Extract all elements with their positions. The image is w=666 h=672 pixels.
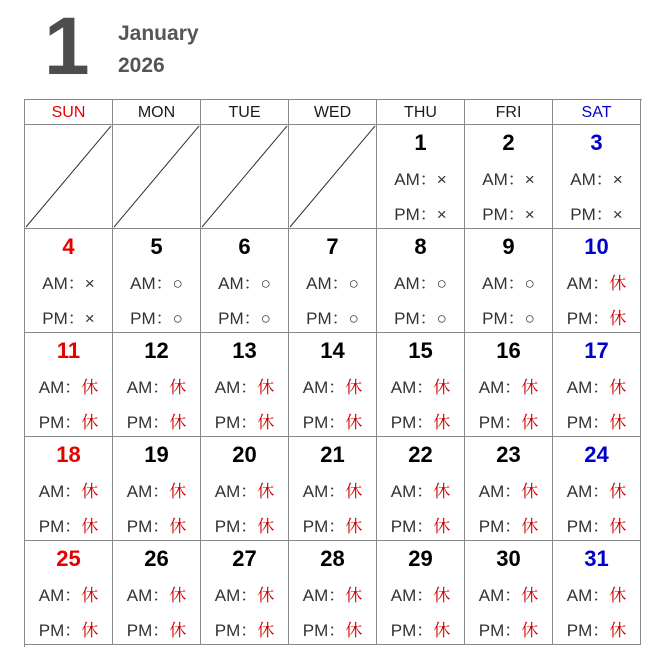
pm-label: PM： <box>482 205 525 224</box>
am-status <box>377 373 464 398</box>
pm-status <box>289 512 376 537</box>
am-value: × <box>84 274 95 293</box>
am-value: × <box>436 170 447 189</box>
pm-status <box>113 304 200 329</box>
day-number: 8 <box>414 234 427 259</box>
am-status <box>113 477 200 502</box>
am-label: AM： <box>394 274 437 293</box>
pm-status <box>377 616 464 641</box>
pm-value: 休 <box>257 413 275 432</box>
pm-status <box>465 200 552 225</box>
pm-label: PM： <box>42 309 85 328</box>
day-number: 18 <box>56 442 81 467</box>
am-label: AM： <box>478 378 522 397</box>
day-cell-sat <box>553 437 641 541</box>
pm-status <box>465 408 552 433</box>
am-label: AM： <box>390 482 434 501</box>
day-cell-wed <box>289 333 377 437</box>
am-label: AM： <box>570 170 613 189</box>
pm-status <box>25 304 112 329</box>
pm-label: PM： <box>566 309 610 328</box>
am-status <box>201 269 288 294</box>
diagonal-slash-icon <box>289 125 376 228</box>
day-cell-sun <box>25 541 113 645</box>
pm-value: 休 <box>345 413 363 432</box>
am-value: 休 <box>521 378 539 397</box>
day-cell-thu <box>377 125 465 229</box>
am-label: AM： <box>394 170 437 189</box>
day-number: 26 <box>144 546 169 571</box>
am-status <box>465 373 552 398</box>
day-number: 23 <box>496 442 521 467</box>
empty-day-cell <box>113 125 201 229</box>
day-number: 2 <box>502 130 515 155</box>
am-value: 休 <box>257 482 275 501</box>
day-cell-thu <box>377 229 465 333</box>
pm-status <box>289 408 376 433</box>
pm-status <box>465 616 552 641</box>
pm-label: PM： <box>218 309 261 328</box>
pm-status <box>113 616 200 641</box>
day-number: 7 <box>326 234 339 259</box>
pm-label: PM： <box>214 413 258 432</box>
day-number: 30 <box>496 546 521 571</box>
am-value: ○ <box>524 274 535 293</box>
day-cell-sun <box>25 333 113 437</box>
am-status <box>465 165 552 190</box>
pm-label: PM： <box>482 309 525 328</box>
am-value: 休 <box>345 378 363 397</box>
pm-label: PM： <box>570 205 613 224</box>
pm-label: PM： <box>126 517 170 536</box>
pm-label: PM： <box>394 309 437 328</box>
day-number: 14 <box>320 338 345 363</box>
day-cell-wed <box>289 229 377 333</box>
pm-value: × <box>524 205 535 224</box>
am-status <box>201 477 288 502</box>
pm-status <box>553 616 640 641</box>
am-value: 休 <box>257 586 275 605</box>
pm-value: 休 <box>345 621 363 640</box>
pm-value: ○ <box>172 309 183 328</box>
pm-value: 休 <box>345 517 363 536</box>
am-label: AM： <box>126 378 170 397</box>
am-value: ○ <box>436 274 447 293</box>
pm-label: PM： <box>214 517 258 536</box>
pm-label: PM： <box>302 413 346 432</box>
pm-label: PM： <box>126 621 170 640</box>
weekday-fri: FRI <box>465 100 553 125</box>
day-number: 17 <box>584 338 609 363</box>
pm-value: 休 <box>521 413 539 432</box>
am-status <box>25 269 112 294</box>
day-cell-mon <box>113 229 201 333</box>
pm-value: 休 <box>521 517 539 536</box>
empty-day-cell <box>201 125 289 229</box>
pm-status <box>25 616 112 641</box>
day-cell-thu <box>377 437 465 541</box>
am-label: AM： <box>302 482 346 501</box>
pm-status <box>201 616 288 641</box>
day-cell-mon <box>113 333 201 437</box>
am-status <box>553 165 640 190</box>
pm-status <box>553 408 640 433</box>
am-value: 休 <box>81 378 99 397</box>
am-status <box>113 373 200 398</box>
calendar-week-row <box>25 437 642 541</box>
pm-status <box>377 200 464 225</box>
pm-status <box>377 304 464 329</box>
am-label: AM： <box>214 482 258 501</box>
day-cell-tue <box>201 333 289 437</box>
pm-label: PM： <box>566 413 610 432</box>
am-value: 休 <box>609 482 627 501</box>
day-number: 1 <box>414 130 427 155</box>
am-status <box>377 581 464 606</box>
diagonal-slash-icon <box>201 125 288 228</box>
am-status <box>553 477 640 502</box>
am-value: 休 <box>169 482 187 501</box>
am-value: 休 <box>169 378 187 397</box>
day-cell-sat <box>553 333 641 437</box>
weekday-mon: MON <box>113 100 201 125</box>
pm-value: ○ <box>436 309 447 328</box>
pm-label: PM： <box>478 621 522 640</box>
pm-label: PM： <box>390 621 434 640</box>
am-status <box>25 373 112 398</box>
pm-label: PM： <box>566 621 610 640</box>
pm-value: × <box>436 205 447 224</box>
am-value: 休 <box>433 586 451 605</box>
day-cell-fri <box>465 125 553 229</box>
weekday-sun: SUN <box>25 100 113 125</box>
pm-label: PM： <box>306 309 349 328</box>
am-label: AM： <box>126 482 170 501</box>
day-number: 12 <box>144 338 169 363</box>
am-value: 休 <box>81 586 99 605</box>
empty-day-cell <box>289 125 377 229</box>
month-number: 1 <box>44 1 88 92</box>
am-label: AM： <box>566 482 610 501</box>
pm-label: PM： <box>130 309 173 328</box>
am-label: AM： <box>390 586 434 605</box>
pm-status <box>377 512 464 537</box>
year-label: 2026 <box>118 54 165 77</box>
day-number: 16 <box>496 338 521 363</box>
day-number: 11 <box>56 338 81 363</box>
day-number: 22 <box>408 442 433 467</box>
am-status <box>25 477 112 502</box>
am-label: AM： <box>390 378 434 397</box>
day-cell-fri <box>465 437 553 541</box>
am-status <box>289 581 376 606</box>
am-label: AM： <box>38 586 82 605</box>
am-status <box>377 165 464 190</box>
am-status <box>465 269 552 294</box>
am-status <box>289 373 376 398</box>
pm-status <box>377 408 464 433</box>
weekday-thu: THU <box>377 100 465 125</box>
pm-value: 休 <box>609 621 627 640</box>
day-cell-wed <box>289 541 377 645</box>
day-number: 25 <box>56 546 81 571</box>
am-status <box>289 477 376 502</box>
am-value: 休 <box>257 378 275 397</box>
am-value: 休 <box>169 586 187 605</box>
am-value: 休 <box>609 378 627 397</box>
am-status <box>553 373 640 398</box>
calendar-week-row <box>25 541 642 645</box>
am-label: AM： <box>566 586 610 605</box>
am-status <box>25 581 112 606</box>
day-cell-mon <box>113 541 201 645</box>
pm-label: PM： <box>214 621 258 640</box>
am-value: 休 <box>521 586 539 605</box>
am-value: 休 <box>609 586 627 605</box>
pm-value: 休 <box>609 413 627 432</box>
day-cell-fri <box>465 541 553 645</box>
am-value: 休 <box>345 586 363 605</box>
am-status <box>201 581 288 606</box>
pm-label: PM： <box>390 413 434 432</box>
diagonal-slash-icon <box>113 125 200 228</box>
day-cell-thu <box>377 541 465 645</box>
pm-status <box>289 304 376 329</box>
am-label: AM： <box>38 482 82 501</box>
pm-label: PM： <box>302 517 346 536</box>
am-label: AM： <box>218 274 261 293</box>
pm-label: PM： <box>38 413 82 432</box>
am-status <box>113 581 200 606</box>
am-label: AM： <box>478 586 522 605</box>
pm-status <box>553 304 640 329</box>
calendar-weeks <box>25 125 642 645</box>
pm-label: PM： <box>478 413 522 432</box>
day-cell-sat <box>553 541 641 645</box>
month-name: January <box>118 22 199 45</box>
pm-label: PM： <box>478 517 522 536</box>
day-number: 3 <box>590 130 603 155</box>
day-number: 19 <box>144 442 169 467</box>
am-label: AM： <box>126 586 170 605</box>
pm-value: 休 <box>81 413 99 432</box>
am-label: AM： <box>130 274 173 293</box>
pm-value: × <box>84 309 95 328</box>
pm-label: PM： <box>126 413 170 432</box>
day-cell-mon <box>113 437 201 541</box>
empty-day-cell <box>25 125 113 229</box>
day-number: 9 <box>502 234 515 259</box>
am-label: AM： <box>482 170 525 189</box>
am-value: 休 <box>433 482 451 501</box>
day-cell-thu <box>377 333 465 437</box>
pm-value: 休 <box>81 621 99 640</box>
pm-status <box>113 512 200 537</box>
am-label: AM： <box>566 274 610 293</box>
pm-status <box>25 408 112 433</box>
am-value: ○ <box>348 274 359 293</box>
am-value: 休 <box>345 482 363 501</box>
am-status <box>289 269 376 294</box>
pm-value: 休 <box>169 517 187 536</box>
day-cell-sat <box>553 125 641 229</box>
pm-value: 休 <box>169 413 187 432</box>
am-label: AM： <box>302 378 346 397</box>
pm-value: 休 <box>257 517 275 536</box>
day-number: 4 <box>62 234 75 259</box>
pm-value: ○ <box>348 309 359 328</box>
day-cell-sat <box>553 229 641 333</box>
am-status <box>553 581 640 606</box>
am-label: AM： <box>566 378 610 397</box>
pm-label: PM： <box>38 517 82 536</box>
day-cell-tue <box>201 437 289 541</box>
pm-value: 休 <box>81 517 99 536</box>
weekday-tue: TUE <box>201 100 289 125</box>
day-cell-tue <box>201 541 289 645</box>
day-cell-tue <box>201 229 289 333</box>
pm-label: PM： <box>394 205 437 224</box>
day-number: 24 <box>584 442 609 467</box>
am-status <box>553 269 640 294</box>
am-value: × <box>524 170 535 189</box>
am-label: AM： <box>42 274 85 293</box>
pm-status <box>201 408 288 433</box>
am-status <box>377 269 464 294</box>
pm-status <box>201 304 288 329</box>
day-number: 27 <box>232 546 257 571</box>
pm-value: 休 <box>433 413 451 432</box>
diagonal-slash-icon <box>25 125 112 228</box>
pm-label: PM： <box>390 517 434 536</box>
pm-value: × <box>612 205 623 224</box>
day-number: 10 <box>584 234 609 259</box>
pm-value: ○ <box>260 309 271 328</box>
calendar-week-row <box>25 125 642 229</box>
day-cell-fri <box>465 333 553 437</box>
am-value: 休 <box>433 378 451 397</box>
day-number: 31 <box>584 546 609 571</box>
weekday-wed: WED <box>289 100 377 125</box>
day-number: 15 <box>408 338 433 363</box>
am-status <box>201 373 288 398</box>
day-cell-sun <box>25 437 113 541</box>
day-number: 28 <box>320 546 345 571</box>
day-number: 21 <box>320 442 345 467</box>
am-label: AM： <box>478 482 522 501</box>
calendar-grid <box>24 99 642 647</box>
am-status <box>465 581 552 606</box>
day-number: 29 <box>408 546 433 571</box>
am-status <box>113 269 200 294</box>
day-cell-fri <box>465 229 553 333</box>
am-label: AM： <box>482 274 525 293</box>
am-value: 休 <box>609 274 627 293</box>
am-label: AM： <box>214 378 258 397</box>
day-number: 5 <box>150 234 163 259</box>
pm-value: 休 <box>257 621 275 640</box>
pm-status <box>25 512 112 537</box>
pm-status <box>553 200 640 225</box>
pm-status <box>201 512 288 537</box>
pm-status <box>465 304 552 329</box>
pm-status <box>113 408 200 433</box>
pm-label: PM： <box>38 621 82 640</box>
am-status <box>377 477 464 502</box>
am-value: ○ <box>260 274 271 293</box>
weekday-sat: SAT <box>553 100 641 125</box>
day-number: 13 <box>232 338 257 363</box>
day-cell-wed <box>289 437 377 541</box>
pm-value: 休 <box>609 517 627 536</box>
am-label: AM： <box>214 586 258 605</box>
am-value: × <box>612 170 623 189</box>
day-cell-sun <box>25 229 113 333</box>
pm-status <box>553 512 640 537</box>
am-status <box>465 477 552 502</box>
pm-label: PM： <box>566 517 610 536</box>
day-number: 20 <box>232 442 257 467</box>
pm-value: 休 <box>521 621 539 640</box>
pm-status <box>289 616 376 641</box>
pm-value: 休 <box>433 621 451 640</box>
pm-value: 休 <box>433 517 451 536</box>
am-value: 休 <box>521 482 539 501</box>
pm-value: 休 <box>609 309 627 328</box>
am-label: AM： <box>38 378 82 397</box>
am-value: 休 <box>81 482 99 501</box>
pm-label: PM： <box>302 621 346 640</box>
pm-value: 休 <box>169 621 187 640</box>
am-label: AM： <box>302 586 346 605</box>
pm-status <box>465 512 552 537</box>
calendar-week-row <box>25 333 642 437</box>
am-label: AM： <box>306 274 349 293</box>
day-number: 6 <box>238 234 251 259</box>
calendar-week-row <box>25 229 642 333</box>
pm-value: ○ <box>524 309 535 328</box>
weekday-header-row <box>25 100 642 125</box>
am-value: ○ <box>172 274 183 293</box>
